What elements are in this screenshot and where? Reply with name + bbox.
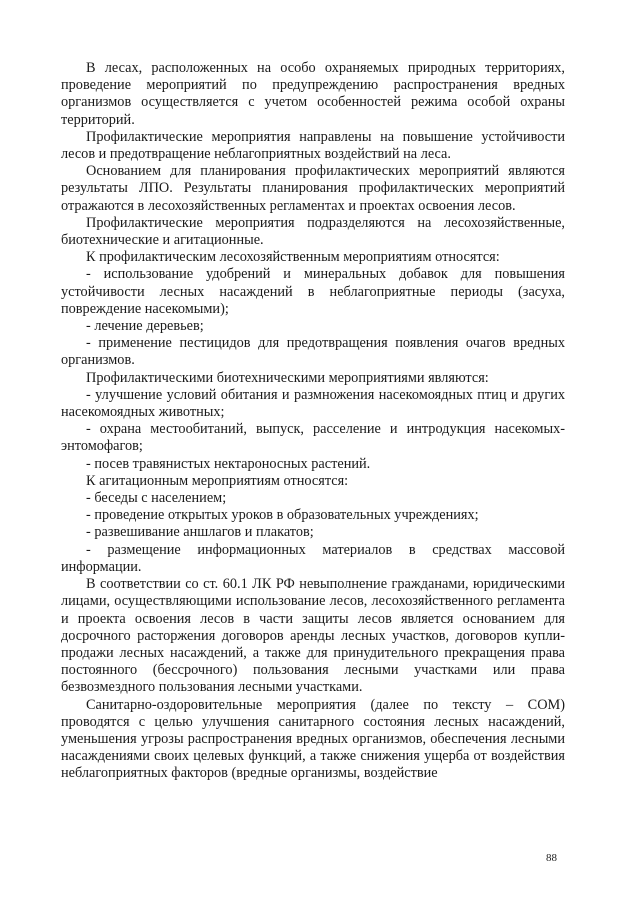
list-item: - развешивание аншлагов и плакатов; [86, 524, 314, 541]
list-item: - беседы с населением; [86, 490, 227, 507]
list-item: - проведение открытых уроков в образовательных учреждениях; [86, 507, 479, 524]
paragraph-biotechnical-intro: Профилактическими биотехническими мероприятиями являются: [86, 369, 489, 386]
page-number: 88 [546, 852, 557, 864]
list-item: - посев травянистых нектароносных растений. [86, 455, 371, 472]
list-item: - охрана местообитаний, выпуск, расселение и интродукция насекомых-энтомофагов; [61, 421, 565, 455]
paragraph-preventive-purpose: Профилактические мероприятия направлены на повышение устойчивости лесов и предотвращение неблагоприятных воздействий на леса. [61, 128, 565, 163]
paragraph-agitation-intro: К агитационным мероприятиям относятся: [86, 472, 349, 489]
paragraph-sanitary-measures: Санитарно-оздоровительные мероприятия (далее по тексту – СОМ) проводятся с целью улучшения санитарного состояния лесных насаждений, уменьшения угрозы распространения вредных организмов, обеспечения лесными насаждениями своих целевых функций, а также снижения ущерба от воздействия неблагоприятных факторов (вредные организмы, воздействие [61, 696, 565, 782]
list-item: - использование удобрений и минеральных добавок для повышения устойчивости лесных насаждений в неблагоприятные периоды (засуха, повреждение насекомыми); [61, 266, 565, 317]
document-body [61, 60, 565, 783]
list-item: - применение пестицидов для предотвращения появления очагов вредных организмов. [61, 335, 565, 369]
paragraph-legal-consequences: В соответствии со ст. 60.1 ЛК РФ невыполнение гражданами, юридическими лицами, осуществляющими использование лесов, лесохозяйственного регламента и проекта освоения лесов в части защиты лесов является основанием для досрочного расторжения договоров аренды лесных участков, договоров купли-продажи лесных насаждений, а также для принудительного прекращения права постоянного (бессрочного) пользования лесными участками или права безвозмездного пользования лесными участками. [61, 576, 565, 696]
list-item: - улучшение условий обитания и размножения насекомоядных птиц и других насекомоядных животных; [61, 386, 565, 421]
list-item: - лечение деревьев; [86, 318, 204, 335]
list-item: - размещение информационных материалов в средствах массовой информации. [61, 541, 565, 575]
paragraph-forestry-measures-intro: К профилактическим лесохозяйственным мероприятиям относятся: [86, 249, 500, 266]
paragraph-protected-territories: В лесах, расположенных на особо охраняемых природных территориях, проведение мероприятий по предупреждению распространения вредных организмов осуществляется с учетом особенностей режима особой охраны территорий. [61, 60, 565, 128]
paragraph-planning-basis: Основанием для планирования профилактических мероприятий являются результаты ЛПО. Результаты планирования профилактических мероприятий отражаются в лесохозяйственных регламентах и проектах освоения лесов. [61, 163, 565, 214]
paragraph-preventive-types: Профилактические мероприятия подразделяются на лесохозяйственные, биотехнические и агитационные. [61, 214, 565, 249]
